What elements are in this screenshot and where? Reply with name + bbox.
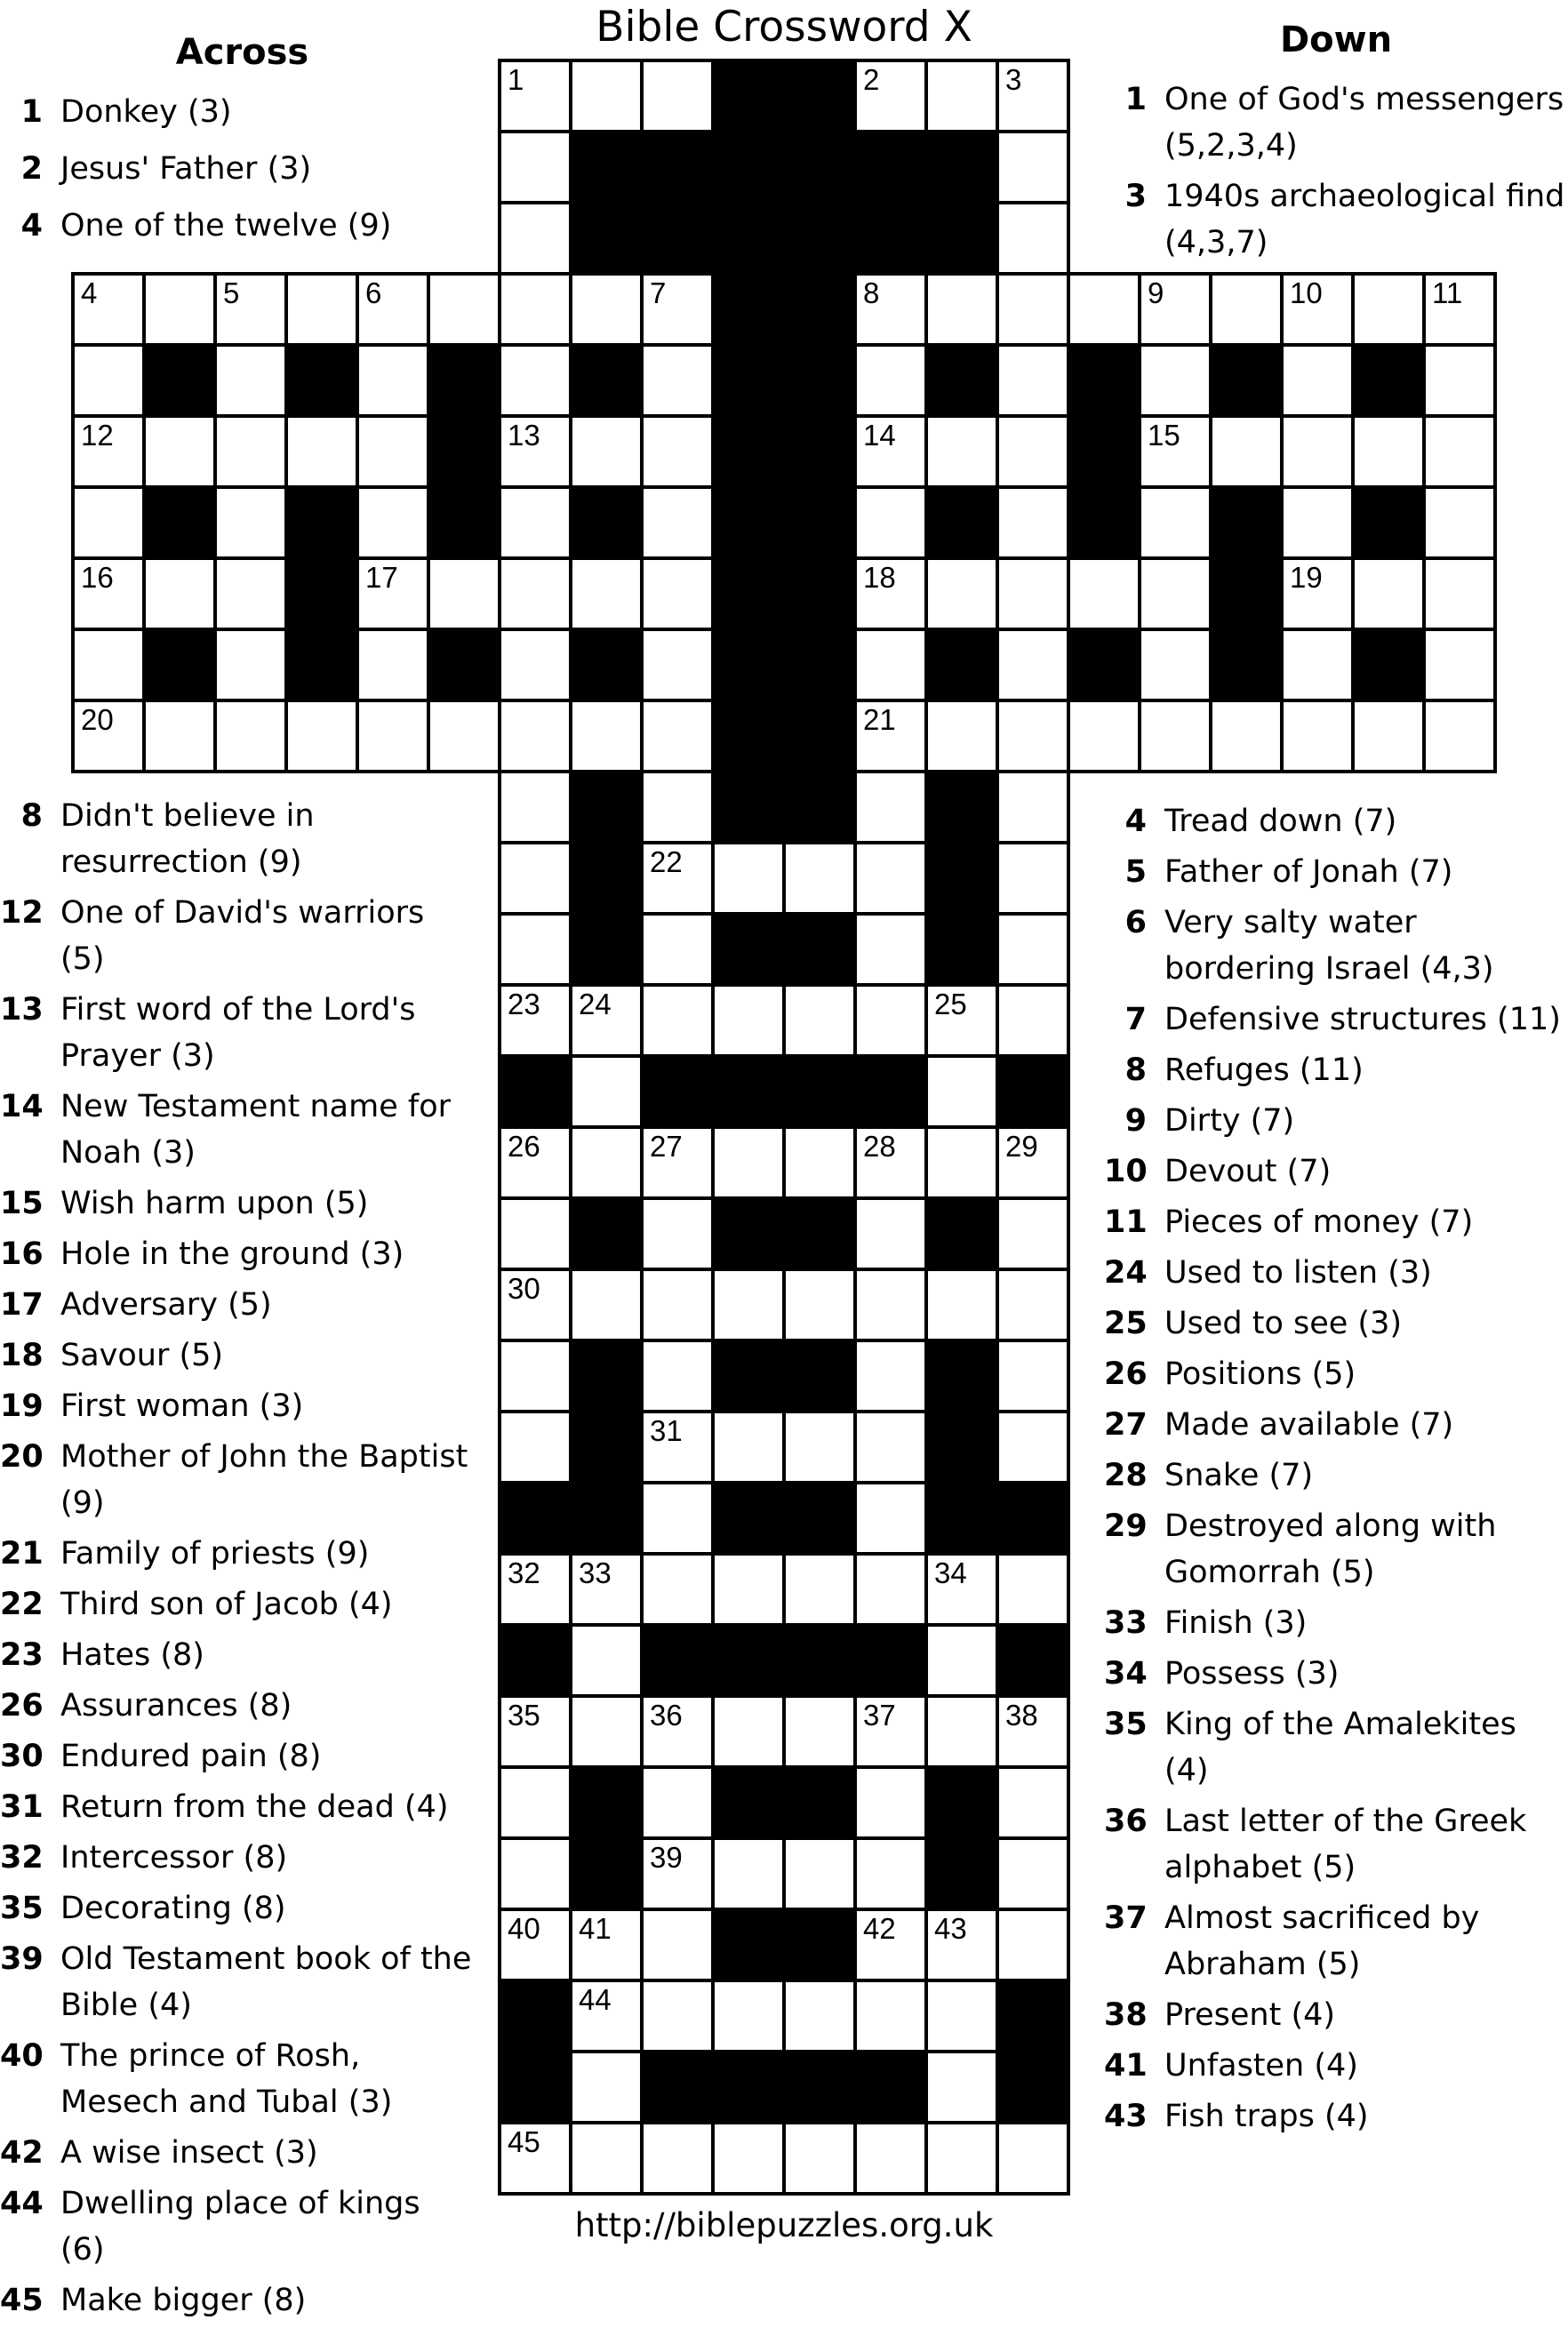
- cell-number: 9: [1148, 276, 1164, 309]
- clue-number: 8: [20, 798, 43, 834]
- clue-number: 21: [0, 1536, 44, 1572]
- clue-text: Mother of John the Baptist (9): [60, 1439, 468, 1521]
- cell-number: 27: [650, 1130, 683, 1163]
- cell-number: 44: [579, 1983, 612, 2016]
- clue-text: Defensive structures (11): [1164, 1002, 1561, 1037]
- down-header: Down: [1279, 20, 1393, 60]
- across-header: Across: [175, 32, 309, 73]
- cell-number: 18: [863, 561, 896, 594]
- cell-number: 35: [508, 1699, 540, 1732]
- cell-number: 20: [81, 703, 114, 736]
- clue-text: Possess (3): [1164, 1656, 1340, 1692]
- clue-text: Refuges (11): [1164, 1052, 1364, 1088]
- clue-number: 4: [1124, 804, 1147, 839]
- clue-text: Family of priests (9): [60, 1536, 370, 1572]
- clue-number: 19: [0, 1388, 44, 1424]
- cell-number: 15: [1148, 419, 1180, 452]
- cell-number: 26: [508, 1130, 540, 1163]
- clue-number: 11: [1104, 1204, 1148, 1240]
- clue-text: Fish traps (4): [1164, 2099, 1369, 2134]
- clue-text: Tread down (7): [1164, 804, 1397, 839]
- cell-number: 2: [863, 63, 880, 96]
- clue-text: First woman (3): [60, 1388, 304, 1424]
- clue-text: King of the Amalekites (4): [1164, 1707, 1516, 1788]
- clue-text: Adversary (5): [60, 1287, 272, 1323]
- cell-number: 38: [1005, 1699, 1038, 1732]
- clue-number: 41: [1104, 2048, 1148, 2084]
- clue-text: Make bigger (8): [60, 2283, 307, 2318]
- cell-number: 37: [863, 1699, 896, 1732]
- clue-text: Father of Jonah (7): [1164, 854, 1453, 890]
- clue-text: A wise insect (3): [60, 2135, 318, 2171]
- clue-number: 7: [1124, 1002, 1147, 1037]
- clue-number: 35: [0, 1891, 44, 1926]
- cell-number: 23: [508, 988, 540, 1020]
- clue-text: Donkey (3): [60, 94, 232, 130]
- clue-text: Unfasten (4): [1164, 2048, 1358, 2084]
- clue-number: 42: [0, 2135, 44, 2171]
- clue-number: 15: [0, 1186, 44, 1221]
- clue-text: Devout (7): [1164, 1154, 1332, 1189]
- clue-number: 38: [1104, 1997, 1148, 2033]
- clue-text: New Testament name for Noah (3): [60, 1089, 452, 1171]
- clue-text: Destroyed along with Gomorrah (5): [1164, 1508, 1497, 1590]
- clue-text: Positions (5): [1164, 1356, 1356, 1392]
- cell-number: 25: [934, 988, 967, 1020]
- clue-number: 14: [0, 1089, 44, 1124]
- cell-number: 28: [863, 1130, 896, 1163]
- clue-number: 5: [1124, 854, 1147, 890]
- cell-number: 31: [650, 1414, 683, 1447]
- cell-number: 42: [863, 1912, 896, 1945]
- clue-text: One of the twelve (9): [60, 208, 392, 244]
- cell-number: 13: [508, 419, 540, 452]
- clue-text: Present (4): [1164, 1997, 1336, 2033]
- clue-number: 39: [0, 1941, 44, 1977]
- cell-number: 1: [508, 63, 524, 96]
- clue-text: Intercessor (8): [60, 1840, 288, 1876]
- clue-text: Jesus' Father (3): [60, 151, 312, 187]
- clue-text: Made available (7): [1164, 1407, 1454, 1443]
- clue-text: One of David's warriors (5): [60, 895, 425, 977]
- clue-text: Didn't believe in resurrection (9): [60, 798, 315, 880]
- cell-number: 34: [934, 1556, 967, 1589]
- clue-number: 6: [1124, 905, 1147, 940]
- cell-number: 7: [650, 276, 667, 309]
- clue-number: 30: [0, 1739, 44, 1774]
- cell-number: 41: [579, 1912, 612, 1945]
- clue-number: 18: [0, 1338, 44, 1373]
- clue-text: Dwelling place of kings (6): [60, 2186, 420, 2268]
- clue-number: 16: [0, 1236, 44, 1272]
- crossword-grid: [73, 60, 1495, 2194]
- clue: [0, 2277, 484, 2324]
- cell-number: 33: [579, 1556, 612, 1589]
- clue-number: 36: [1104, 1804, 1148, 1839]
- clue-number: 4: [20, 208, 43, 244]
- cell-number: 5: [223, 276, 240, 309]
- clue-number: 34: [1104, 1656, 1148, 1692]
- clue-number: 33: [1104, 1605, 1148, 1641]
- clue-number: 27: [1104, 1407, 1148, 1443]
- clue-text: Almost sacrificed by Abraham (5): [1164, 1900, 1480, 1982]
- cell-number: 6: [365, 276, 382, 309]
- clue-number: 31: [0, 1789, 44, 1825]
- clue-text: Assurances (8): [60, 1688, 292, 1724]
- source-url: http://biblepuzzles.org.uk: [574, 2206, 994, 2244]
- clue-text: Finish (3): [1164, 1605, 1308, 1641]
- clue-number: 43: [1104, 2099, 1148, 2134]
- clue-number: 26: [1104, 1356, 1148, 1392]
- cell-number: 30: [508, 1272, 540, 1305]
- grid-section-outline: [498, 770, 1070, 2196]
- clue-text: Third son of Jacob (4): [60, 1587, 393, 1622]
- clue-text: 1940s archaeological find (4,3,7): [1164, 179, 1565, 260]
- clue-number: 28: [1104, 1458, 1148, 1493]
- clue-text: Savour (5): [60, 1338, 224, 1373]
- clue-number: 12: [0, 895, 44, 931]
- clue-text: Pieces of money (7): [1164, 1204, 1474, 1240]
- cell-number: 43: [934, 1912, 967, 1945]
- clue-number: 25: [1104, 1306, 1148, 1341]
- clue-text: Return from the dead (4): [60, 1789, 449, 1825]
- cell-number: 32: [508, 1556, 540, 1589]
- clue-text: Hole in the ground (3): [60, 1236, 404, 1272]
- cell-number: 14: [863, 419, 896, 452]
- clue-number: 8: [1124, 1052, 1147, 1088]
- clue-text: Wish harm upon (5): [60, 1186, 369, 1221]
- clue-number: 37: [1104, 1900, 1148, 1936]
- clue-number: 22: [0, 1587, 44, 1622]
- clue-number: 20: [0, 1439, 44, 1475]
- cell-number: 39: [650, 1841, 683, 1874]
- grid-section-outline: [498, 59, 1070, 276]
- cell-number: 3: [1005, 63, 1022, 96]
- cell-number: 11: [1432, 276, 1463, 309]
- grid-section-outline: [71, 272, 1497, 773]
- clue-number: 2: [20, 151, 43, 187]
- clue-number: 17: [0, 1287, 44, 1323]
- clue-text: Hates (8): [60, 1637, 204, 1673]
- cell-number: 4: [81, 276, 98, 309]
- clue-number: 45: [0, 2283, 44, 2318]
- clue-number: 26: [0, 1688, 44, 1724]
- clue-text: Endured pain (8): [60, 1739, 322, 1774]
- clue-text: Used to see (3): [1164, 1306, 1402, 1341]
- clue-number: 23: [0, 1637, 44, 1673]
- clue-text: One of God's messengers (5,2,3,4): [1164, 82, 1564, 164]
- clue-number: 9: [1124, 1103, 1147, 1139]
- cell-number: 16: [81, 561, 114, 594]
- clue-text: Last letter of the Greek alphabet (5): [1164, 1804, 1527, 1885]
- cell-number: 19: [1290, 561, 1323, 594]
- clue-number: 3: [1124, 179, 1147, 214]
- cell-number: 8: [863, 276, 880, 309]
- cell-number: 22: [650, 845, 683, 878]
- clue-number: 40: [0, 2038, 44, 2074]
- clue-number: 1: [1124, 82, 1147, 117]
- cell-number: 45: [508, 2125, 540, 2158]
- clue-text: Old Testament book of the Bible (4): [60, 1941, 472, 2023]
- cell-number: 17: [365, 561, 398, 594]
- clue-text: Dirty (7): [1164, 1103, 1295, 1139]
- clue-text: The prince of Rosh, Mesech and Tubal (3): [60, 2038, 393, 2120]
- clue-number: 29: [1104, 1508, 1148, 1544]
- clue-number: 32: [0, 1840, 44, 1876]
- clue-text: First word of the Lord's Prayer (3): [60, 992, 416, 1074]
- clue-text: Very salty water bordering Israel (4,3): [1164, 905, 1494, 987]
- clue-number: 1: [20, 94, 43, 130]
- cell-number: 40: [508, 1912, 540, 1945]
- clue-number: 35: [1104, 1707, 1148, 1742]
- cell-number: 10: [1290, 276, 1323, 309]
- cell-number: 36: [650, 1699, 683, 1732]
- cell-number: 21: [863, 703, 896, 736]
- clue-number: 44: [0, 2186, 44, 2221]
- clue-text: Used to listen (3): [1164, 1255, 1432, 1291]
- cell-number: 29: [1005, 1130, 1038, 1163]
- clue-text: Decorating (8): [60, 1891, 286, 1926]
- page-title: Bible Crossword X: [596, 3, 972, 52]
- clue-number: 13: [0, 992, 44, 1028]
- cell-number: 12: [81, 419, 114, 452]
- clue-number: 24: [1104, 1255, 1148, 1291]
- clue-text: Snake (7): [1164, 1458, 1314, 1493]
- clue-number: 10: [1104, 1154, 1148, 1189]
- cell-number: 24: [579, 988, 612, 1020]
